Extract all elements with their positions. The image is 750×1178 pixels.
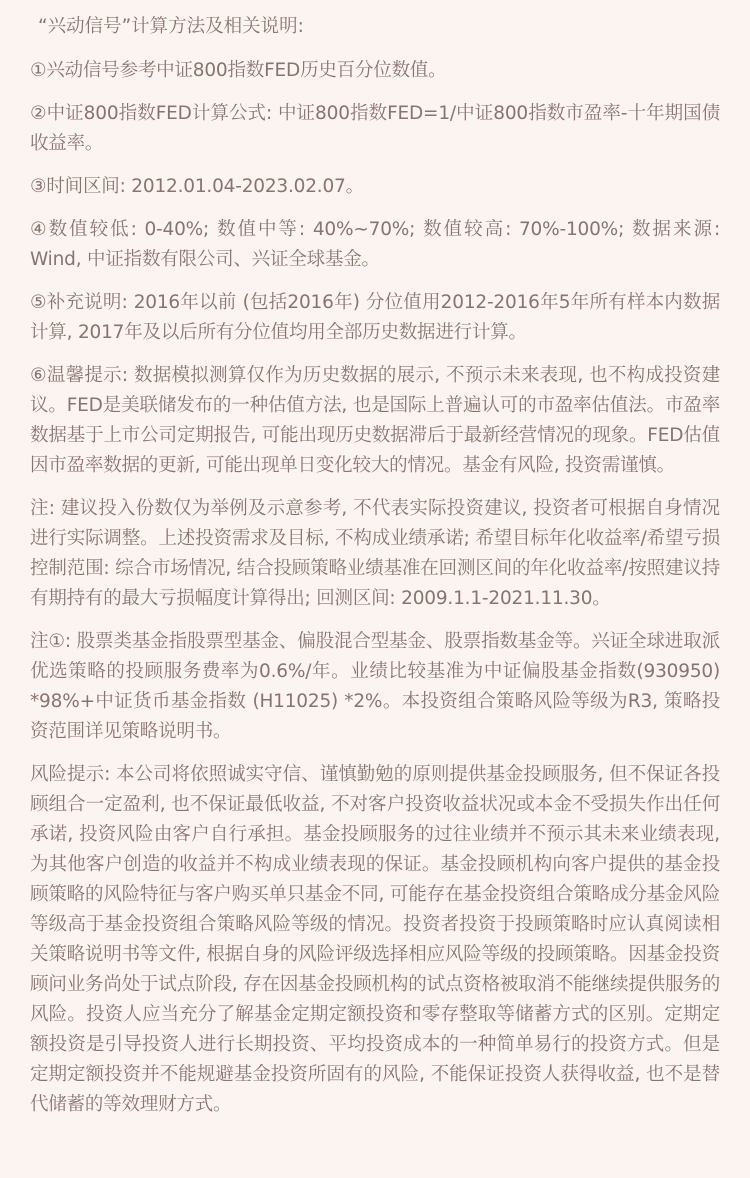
note-3-time-range: ③时间区间: 2012.01.04-2023.02.07。 — [30, 176, 364, 197]
note-4-value-levels: ④数值较低: 0-40%; 数值中等: 40%~70%; 数值较高: 70%-100%; 数据来源: Wind, 中证指数有限公司、兴证全球基金。 — [30, 219, 720, 270]
note-6-reminder: ⑥温馨提示: 数据模拟测算仅作为历史数据的展示, 不预示未来表现, 也不构成投资建议。FED是美联储发布的一种估值方法, 也是国际上普遍认可的市盈率估值法。市盈率数据基于上市公司定期报告, 可能出现历史数据滞后于最新经营情况的现象。FED估值因市盈率数据的更新, 可能出现单日变化较大的情况。基金有风险, 投资需谨慎。 — [30, 365, 720, 476]
risk-warning: 风险提示: 本公司将依照诚实守信、谨慎勤勉的原则提供基金投顾服务, 但不保证各投顾组合一定盈利, 也不保证最低收益, 不对客户投资收益状况或本金不受损失作出任何承诺, 投资风险由客户自行承担。基金投顾服务的过往业绩并不预示其未来业绩表现, 为其他客户创造的收益并不构成业绩表现的保证。基金投顾机构向客户提供的基金投顾策略的风险特征与客户购买单只基金不同, 可能存在基金投资组合策略成分基金风险等级高于基金投资组合策略风险等级的情况。投资者投资于投顾策略时应认真阅读相关策略说明书等文件, 根据自身的风险评级选择相应风险等级的投顾策略。因基金投资顾问业务尚处于试点阶段, 存在因基金投顾机构的试点资格被取消不能继续提供服务的风险。投资人应当充分了解基金定期定额投资和零存整取等储蓄方式的区别。定期定额投资是引导投资人进行长期投资、平均投资成本的一种简单易行的投资方式。但是定期定额投资并不能规避基金投资所固有的风险, 不能保证投资人获得收益, 也不是替代储蓄的等效理财方式。 — [30, 764, 720, 1115]
note-5-supplement: ⑤补充说明: 2016年以前 (包括2016年) 分位值用2012-2016年5年所有样本内数据计算, 2017年及以后所有分位值均用全部历史数据进行计算。 — [30, 292, 720, 343]
note-2-fed-formula: ②中证800指数FED计算公式: 中证800指数FED=1/中证800指数市盈率-十年期国债收益率。 — [30, 103, 720, 154]
investment-note: 注: 建议投入份数仅为举例及示意参考, 不代表实际投资建议, 投资者可根据自身情况进行实际调整。上述投资需求及目标, 不构成业绩承诺; 希望目标年化收益率/希望亏损控制范围: 综合市场情况, 结合投顾策略业绩基准在回测区间的年化收益率/按照建议持有期持有的最大亏损幅度计算得出; 回测区间: 2009.1.1-2021.11.30。 — [30, 498, 720, 609]
document-heading: “兴动信号”计算方法及相关说明: — [38, 16, 304, 37]
footnote-1: 注①: 股票类基金指股票型基金、偏股混合型基金、股票指数基金等。兴证全球进取派优选策略的投顾服务费率为0.6%/年。业绩比较基准为中证偏股基金指数(930950) *98%+中证货币基金指数 (H11025) *2%。本投资组合策略风险等级为R3, 策略投资范围详见策略说明书。 — [30, 631, 720, 742]
note-1-signal-reference: ①兴动信号参考中证800指数FED历史百分位数值。 — [30, 60, 447, 81]
